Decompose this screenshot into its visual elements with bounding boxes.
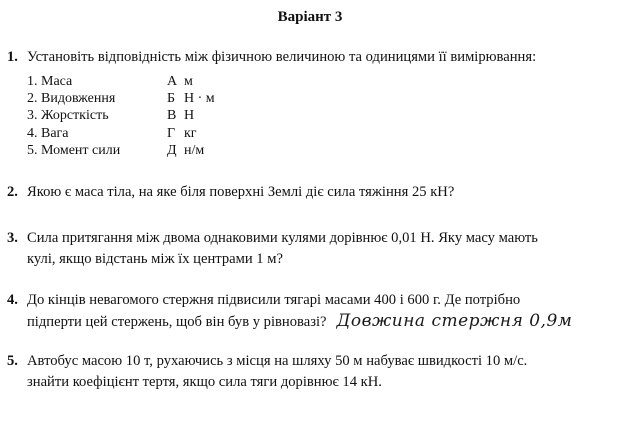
matching-table	[27, 73, 215, 159]
question-text-line: кулі, якщо відстань між їх центрами 1 м?	[27, 251, 283, 267]
question-number: 4.	[7, 292, 18, 308]
quantity-item: 3. Жорсткість	[27, 108, 109, 124]
unit-letter: А	[167, 74, 178, 89]
unit-letter: Д	[167, 142, 177, 158]
quantity-item: 5. Момент сили	[27, 142, 121, 158]
unit-letter: Г	[167, 125, 176, 141]
unit-value: м	[184, 74, 193, 89]
quantity-item: 4. Вага	[27, 125, 69, 141]
question-number: 1.	[7, 49, 18, 65]
unit-value: Н	[184, 108, 195, 124]
question-number: 5.	[7, 353, 18, 369]
matching-row	[27, 73, 215, 90]
matching-row	[27, 142, 215, 159]
question-2	[7, 182, 613, 203]
question-text-line: Автобус масою 10 т, рухаючись з місця на шляху 50 м набуває швидкості 10 м/с.	[27, 353, 528, 369]
question-text: підперти цей стержень, щоб він був у рівновазі?	[27, 314, 327, 330]
question-5	[7, 351, 613, 393]
unit-value: кг	[184, 125, 197, 141]
question-number: 3.	[7, 230, 18, 246]
page-title: Варіант 3	[277, 9, 343, 25]
quantity-item: 2. Видовження	[27, 91, 116, 107]
question-text-line	[27, 311, 613, 333]
unit-letter: Б	[167, 91, 176, 107]
matching-row	[27, 90, 215, 107]
unit-letter: В	[167, 108, 177, 124]
question-text-line: До кінців невагомого стержня підвисили тягарі масами 400 і 600 г. Де потрібно	[27, 292, 521, 308]
unit-value: Н · м	[184, 91, 215, 107]
matching-row	[27, 125, 215, 142]
handwritten-answer: Довжина стержня 0,9м	[336, 311, 573, 331]
unit-value: н/м	[184, 142, 205, 158]
question-text-line: знайти коефіцієнт тертя, якщо сила тяги дорівнює 14 кН.	[27, 374, 382, 390]
quantity-item: 1. Маса	[27, 74, 73, 89]
question-4	[7, 290, 613, 333]
question-text: Якою є маса тіла, на яке біля поверхні Землі діє сила тяжіння 25 кН?	[27, 184, 455, 200]
matching-row	[27, 107, 215, 124]
question-3	[7, 228, 613, 270]
question-number: 2.	[7, 184, 18, 200]
question-text-line: Сила притягання між двома однаковими кулями дорівнює 0,01 Н. Яку масу мають	[27, 230, 538, 246]
question-text: Установіть відповідність між фізичною величиною та одиницями її вимірювання:	[27, 49, 537, 65]
question-1	[7, 47, 613, 68]
